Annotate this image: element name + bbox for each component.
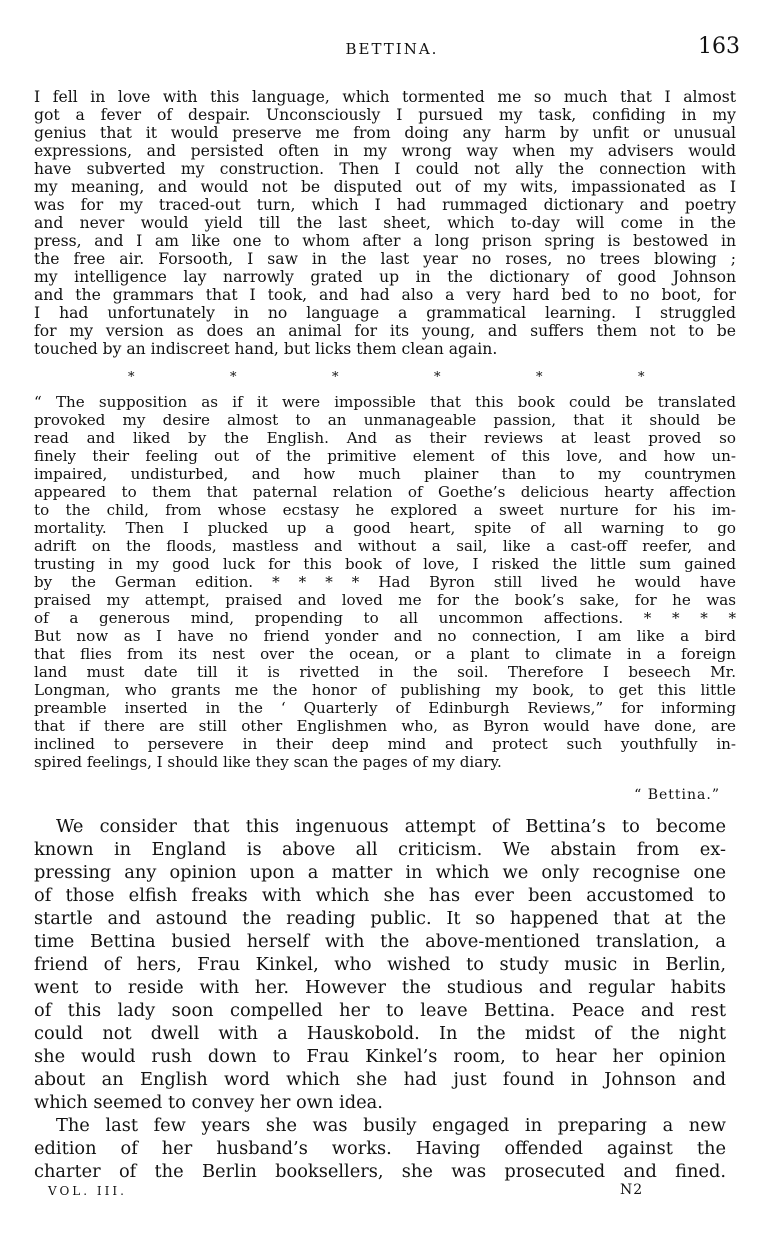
text-line: was for my traced-out turn, which I had rummaged dictionary and poetry [34,196,736,214]
text-line: and never would yield till the last sheet, which to-day will come in the [34,214,736,232]
text-line: genius that it would preserve me from doing any harm by unfit or unusual [34,124,736,142]
text-line: got a fever of despair. Unconsciously I pursued my task, confiding in my [34,106,736,124]
text-line: Longman, who grants me the honor of publishing my book, to get this little [34,681,736,699]
text-line: of those elfish freaks with which she has ever been accustomed to [34,885,726,906]
separator-asterisk: * [332,370,339,385]
text-line: by the German edition. * * * * Had Byron still lived he would have [34,573,736,591]
separator-asterisk: * [230,370,237,385]
text-line: The last few years she was busily engaged in preparing a new [56,1115,726,1136]
text-line: that if there are still other Englishmen who, as Byron would have done, are [34,717,736,735]
page-number: 163 [698,34,740,59]
text-line: press, and I am like one to whom after a long prison spring is bestowed in [34,232,736,250]
text-line: that flies from its nest over the ocean, or a plant to climate in a foreign [34,645,736,663]
text-line: the free air. Forsooth, I saw in the last year no roses, no trees blowing ; [34,250,736,268]
separator-asterisk: * [128,370,135,385]
text-line: my meaning, and would not be disputed out of my wits, impassionated as I [34,178,736,196]
text-line: charter of the Berlin booksellers, she was prosecuted and fined. [34,1161,726,1182]
text-line: which seemed to convey her own idea. [34,1092,383,1113]
text-line: startle and astound the reading public. It so happened that at the [34,908,726,929]
text-line: and the grammars that I took, and had also a very hard bed to no boot, for [34,286,736,304]
signature-mark: N2 [620,1182,644,1198]
text-line: known in England is above all criticism. We abstain from ex- [34,839,726,860]
separator-asterisk: * [536,370,543,385]
text-line: touched by an indiscreet hand, but licks them clean again. [34,340,498,358]
text-line: she would rush down to Frau Kinkel’s room, to hear her opinion [34,1046,726,1067]
text-line: adrift on the floods, mastless and without a sail, like a cast-off reefer, and [34,537,736,555]
text-line: went to reside with her. However the studious and regular habits [34,977,726,998]
separator-asterisk: * [434,370,441,385]
letter-signature: “ Bettina.” [634,787,720,803]
section-separator [128,370,740,385]
text-line: expressions, and persisted often in my wrong way when my advisers would [34,142,736,160]
text-line: “ The supposition as if it were impossible that this book could be translated [34,393,736,411]
text-line: inclined to persevere in their deep mind and protect such youthfully in- [34,735,736,753]
text-line: We consider that this ingenuous attempt of Bettina’s to become [56,816,726,837]
text-line: impaired, undisturbed, and how much plainer than to my countrymen [34,465,736,483]
text-line: my intelligence lay narrowly grated up in the dictionary of good Johnson [34,268,736,286]
text-line: mortality. Then I plucked up a good heart, spite of all warning to go [34,519,736,537]
text-line: I had unfortunately in no language a grammatical learning. I struggled [34,304,736,322]
text-line: of this lady soon compelled her to leave Bettina. Peace and rest [34,1000,726,1021]
text-line: land must date till it is rivetted in the soil. Therefore I beseech Mr. [34,663,736,681]
text-line: to the child, from whose ecstasy he explored a sweet nurture for his im- [34,501,736,519]
separator-asterisk: * [638,370,645,385]
text-line: I fell in love with this language, which tormented me so much that I almost [34,88,736,106]
text-line: edition of her husband’s works. Having offended against the [34,1138,726,1159]
text-line: preamble inserted in the ‘ Quarterly of Edinburgh Reviews,” for informing [34,699,736,717]
text-line: provoked my desire almost to an unmanageable passion, that it should be [34,411,736,429]
text-line: praised my attempt, praised and loved me for the book’s sake, for he was [34,591,736,609]
volume-mark: VOL. III. [48,1184,127,1198]
text-line: appeared to them that paternal relation of Goethe’s delicious hearty affection [34,483,736,501]
text-line: read and liked by the English. And as their reviews at least proved so [34,429,736,447]
running-header-title: BETTINA. [345,40,439,58]
text-line: finely their feeling out of the primitive element of this love, and how un- [34,447,736,465]
text-line: time Bettina busied herself with the above-mentioned translation, a [34,931,726,952]
text-line: friend of hers, Frau Kinkel, who wished to study music in Berlin, [34,954,726,975]
text-line: about an English word which she had just found in Johnson and [34,1069,726,1090]
text-line: spired feelings, I should like they scan the pages of my diary. [34,753,502,771]
text-line: pressing any opinion upon a matter in which we only recognise one [34,862,726,883]
text-line: have subverted my construction. Then I could not ally the connection with [34,160,736,178]
text-line: of a generous mind, propending to all uncommon affections. * * * * [34,609,736,627]
text-line: for my version as does an animal for its young, and suffers them not to be [34,322,736,340]
text-line: trusting in my good luck for this book of love, I risked the little sum gained [34,555,736,573]
text-line: could not dwell with a Hauskobold. In the midst of the night [34,1023,726,1044]
text-line: But now as I have no friend yonder and no connection, I am like a bird [34,627,736,645]
